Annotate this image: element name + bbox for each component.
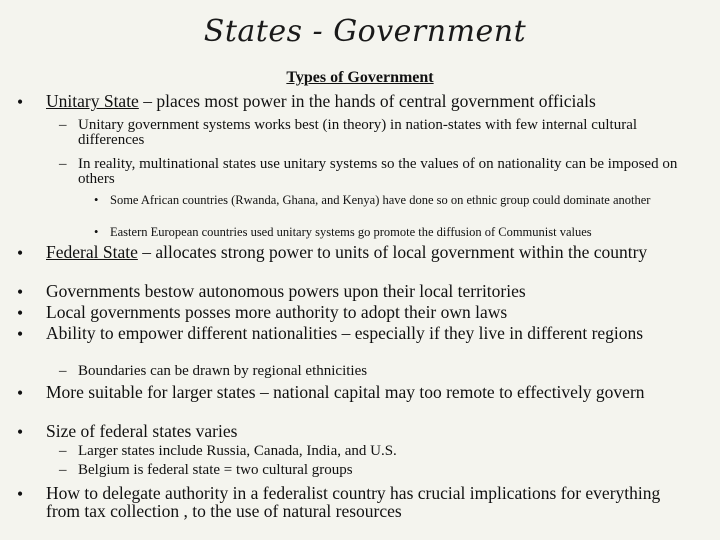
bullet-empower-nationalities xyxy=(17,323,696,344)
bullet-marker: • xyxy=(94,193,99,207)
bullet-text: How to delegate authority in a federalist country has crucial implications for everything from tax collection , to the use of natural resources xyxy=(46,483,661,521)
sub-bullet-multinational-unitary xyxy=(59,156,696,187)
bullet-text: Some African countries (Rwanda, Ghana, and Kenya) have done so on ethnic group could dominate another xyxy=(110,193,651,207)
sub-bullet-regional-boundaries xyxy=(59,363,678,379)
bullet-marker: • xyxy=(17,92,24,112)
sub-sub-bullet-african-countries xyxy=(94,193,670,207)
bullet-marker: • xyxy=(17,282,24,302)
bullet-text: Size of federal states varies xyxy=(46,421,238,441)
bullet-text: Eastern European countries used unitary systems go promote the diffusion of Communist values xyxy=(110,225,592,239)
bullet-local-authority xyxy=(17,302,706,323)
bullet-text: Larger states include Russia, Canada, India, and U.S. xyxy=(78,443,397,459)
sub-bullet-larger-federal-states xyxy=(59,443,678,459)
bullet-text: Unitary government systems works best (in theory) in nation-states with few internal cultural differences xyxy=(78,117,638,148)
bullet-text: Boundaries can be drawn by regional ethnicities xyxy=(78,363,368,379)
sub-bullet-unitary-works-best xyxy=(59,117,693,148)
dash-marker: – xyxy=(59,363,67,379)
bullet-text: – places most power in the hands of central government officials xyxy=(138,91,596,111)
bullet-text: Belgium is federal state = two cultural groups xyxy=(78,462,353,478)
bullet-text: More suitable for larger states – national capital may too remote to effectively govern xyxy=(46,382,645,402)
bullet-marker: • xyxy=(94,225,99,239)
bullet-text: In reality, multinational states use unitary systems so the values of on nationality can be imposed on others xyxy=(78,156,678,187)
bullet-unitary-state xyxy=(17,91,706,112)
bullet-marker: • xyxy=(17,422,24,442)
bullet-text: – allocates strong power to units of local government within the country xyxy=(137,242,648,262)
bullet-size-varies xyxy=(17,421,706,442)
slide-title: States - Government xyxy=(203,14,527,49)
dash-marker: – xyxy=(59,462,67,478)
bullet-marker: • xyxy=(17,324,24,344)
term-unitary-state: Unitary State xyxy=(46,91,139,111)
slide-subtitle: Types of Government xyxy=(286,69,434,86)
bullet-marker: • xyxy=(17,243,24,263)
bullet-larger-states xyxy=(17,382,696,403)
bullet-marker: • xyxy=(17,303,24,323)
term-federal-state: Federal State xyxy=(46,242,138,262)
dash-marker: – xyxy=(59,156,67,172)
bullet-text: Ability to empower different nationalities – especially if they live in different regions xyxy=(46,323,644,343)
dash-marker: – xyxy=(59,117,67,133)
bullet-delegate-authority xyxy=(17,483,696,521)
bullet-federal-state xyxy=(17,242,696,263)
bullet-marker: • xyxy=(17,383,24,403)
sub-bullet-belgium xyxy=(59,462,678,478)
dash-marker: – xyxy=(59,443,67,459)
bullet-autonomous-powers xyxy=(17,281,706,302)
bullet-text: Local governments posses more authority to adopt their own laws xyxy=(46,302,508,322)
bullet-text: Governments bestow autonomous powers upon their local territories xyxy=(46,281,526,301)
sub-sub-bullet-eastern-europe xyxy=(94,225,700,239)
bullet-marker: • xyxy=(17,484,24,504)
